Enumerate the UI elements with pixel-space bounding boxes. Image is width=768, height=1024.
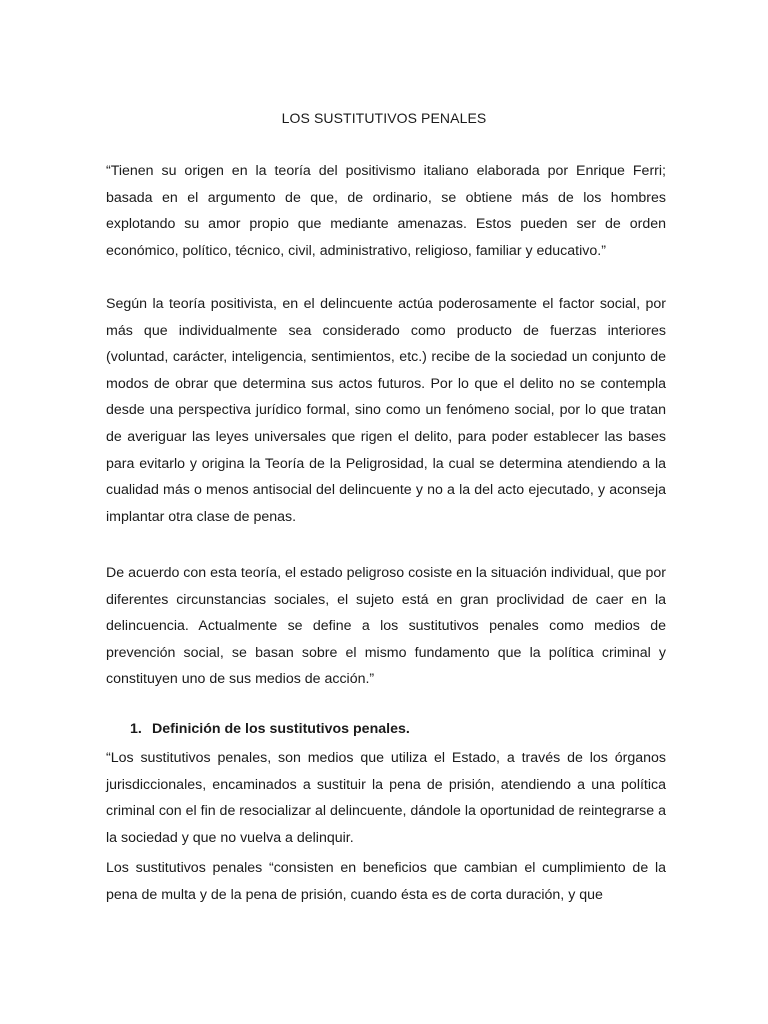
paragraph-definition: “Los sustitutivos penales, son medios que utiliza el Estado, a través de los órganos jurisdiccionales, encaminados a sustituir la pena de prisión, atendiendo a una política criminal con el fin de resocializar al delincuente, dándole la oportunidad de reintegrarse a la sociedad y que no vuelva a delinquir.	[106, 750, 666, 846]
section-number: 1.	[130, 721, 142, 737]
document-title: LOS SUSTITUTIVOS PENALES	[281, 110, 487, 126]
paragraph-dangerous-state: De acuerdo con esta teoría, el estado peligroso cosiste en la situación individual, que por diferentes circunstancias sociales, el sujeto está en gran proclividad de caer en la delincuencia. Actualmente se define a los sustitutivos penales como medios de prevención social, se basan sobre el mismo fundamento que la política criminal y constituyen uno de sus medios de acción.”	[106, 565, 666, 688]
paragraph-benefits: Los sustitutivos penales “consisten en beneficios que cambian el cumplimiento de la pena de multa y de la pena de prisión, cuando ésta es de corta duración, y que	[106, 860, 666, 903]
section-heading-text: Definición de los sustitutivos penales.	[152, 721, 410, 737]
paragraph-origin: “Tienen su origen en la teoría del positivismo italiano elaborada por Enrique Ferri; basada en el argumento de que, de ordinario, se obtiene más de los hombres explotando su amor propio que mediante amenazas. Estos pueden ser de orden económico, político, técnico, civil, administrativo, religioso, familiar y educativo.”	[106, 163, 666, 259]
section-heading	[130, 721, 410, 737]
paragraph-positivist-theory: Según la teoría positivista, en el delincuente actúa poderosamente el factor social, por más que individualmente sea considerado como producto de fuerzas interiores (voluntad, carácter, inteligencia, sentimientos, etc.) recibe de la sociedad un conjunto de modos de obrar que determina sus actos futuros. Por lo que el delito no se contempla desde una perspectiva jurídico formal, sino como un fenómeno social, por lo que tratan de averiguar las leyes universales que rigen el delito, para poder establecer las bases para evitarlo y origina la Teoría de la Peligrosidad, la cual se determina atendiendo a la cualidad más o menos antisocial del delincuente y no a la del acto ejecutado, y aconseja implantar otra clase de penas.	[106, 296, 666, 525]
